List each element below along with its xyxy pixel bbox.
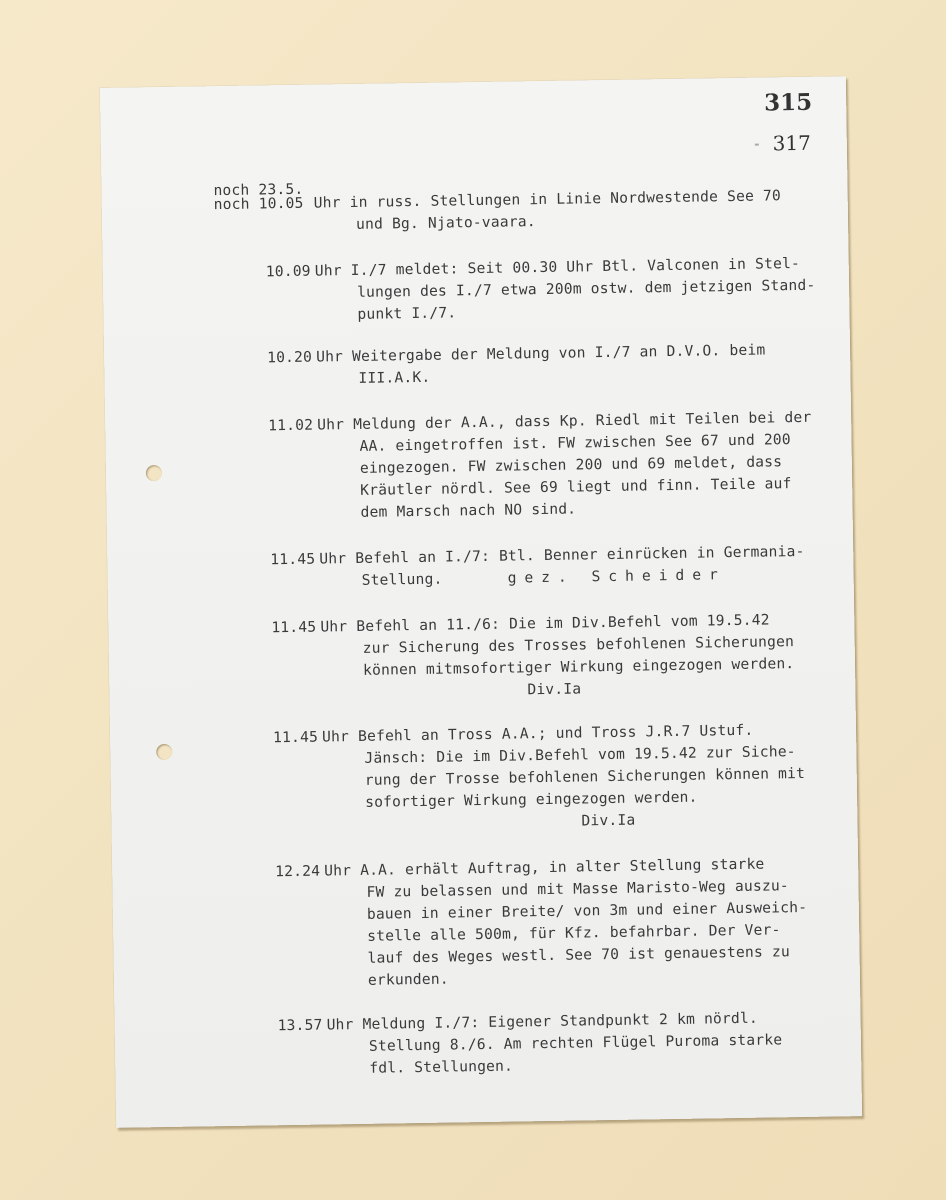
- entry-3-line-0: Uhr Meldung der A.A., dass Kp. Riedl mit Teilen bei der: [317, 408, 812, 434]
- entry-1-line-0: Uhr I./7 meldet: Seit 00.30 Uhr Btl. Valconen in Stel-: [314, 254, 801, 280]
- entry-3-line-2: eingezogen. FW zwischen 200 und 69 meldet, dass: [359, 453, 783, 477]
- header-noch-date: noch 23.5.: [213, 180, 304, 200]
- entry-5-signature: Div.Ia: [527, 680, 582, 699]
- entry-4-time: 11.45: [270, 550, 316, 569]
- entry-8-line-0: Uhr Meldung I./7: Eigener Standpunkt 2 km nördl.: [326, 1009, 759, 1034]
- entry-5-line-1: zur Sicherung des Trosses befohlenen Sicherungen: [362, 633, 795, 657]
- entry-3-line-1: AA. eingetroffen ist. FW zwischen See 67 und 200: [359, 431, 791, 455]
- entry-0-line-1: und Bg. Njato-vaara.: [355, 213, 536, 233]
- entry-4-line-0: Uhr Befehl an I./7: Btl. Benner einrücken in Germania-: [319, 542, 805, 568]
- entry-6-line-3: sofortiger Wirkung eingezogen werden.: [364, 788, 698, 811]
- entry-8-line-2: fdl. Stellungen.: [369, 1057, 514, 1077]
- entry-7-line-3: stelle alle 500m, für Kfz. befahrbar. Der Ver-: [367, 921, 781, 945]
- header-noch-time: noch 10.05: [213, 194, 304, 214]
- entry-0-line-0: Uhr in russ. Stellungen in Linie Nordwestende See 70: [313, 187, 782, 212]
- entry-7-line-5: erkunden.: [367, 970, 449, 989]
- entry-1-line-2: punkt I./7.: [357, 304, 457, 323]
- entry-6-line-0: Uhr Befehl an Tross A.A.; und Tross J.R.7 Ustuf.: [321, 721, 754, 746]
- punch-hole-bottom: [156, 744, 172, 760]
- entry-7-line-2: bauen in einer Breite/ von 3m und einer Ausweich-: [366, 898, 808, 923]
- entry-6-time: 11.45: [272, 728, 319, 747]
- entry-6-line-2: rung der Trosse befohlenen Sicherungen können mit: [364, 764, 806, 789]
- entry-2-line-1: III.A.K.: [358, 368, 431, 387]
- entry-2-line-0: Uhr Weitergabe der Meldung von I./7 an D.V.O. beim: [315, 341, 766, 366]
- document-page: [100, 76, 862, 1128]
- entry-7-line-0: Uhr A.A. erhält Auftrag, in alter Stellung starke: [324, 855, 765, 880]
- entry-3-line-3: Kräutler nördl. See 69 liegt und finn. Teile auf: [360, 475, 792, 499]
- entry-3-time: 11.02: [268, 416, 314, 435]
- entry-6-line-1: Jänsch: Die im Div.Befehl vom 19.5.42 zur Siche-: [364, 743, 796, 767]
- entry-7-time: 12.24: [275, 862, 321, 881]
- entry-5-time: 11.45: [271, 618, 317, 637]
- entry-6-signature: Div.Ia: [581, 811, 636, 830]
- pencil-mark: [755, 144, 759, 146]
- entry-5-line-2: können mitmsofortiger Wirkung eingezogen werden.: [362, 655, 795, 679]
- handwritten-page-number: 317: [772, 130, 812, 156]
- entry-4-signature: gez. Scheider: [507, 566, 726, 587]
- entry-4-line-1: Stellung.: [361, 570, 443, 589]
- entry-7-line-1: FW zu belassen und mit Masse Maristo-Weg auszu-: [366, 877, 789, 901]
- entry-3-line-4: dem Marsch nach NO sind.: [360, 500, 577, 521]
- entry-1-line-1: lungen des I./7 etwa 200m ostw. dem jetzigen Stand-: [356, 276, 816, 301]
- entry-7-line-4: lauf des Weges westl. See 70 ist genauestens zu: [367, 943, 791, 967]
- entry-5-line-0: Uhr Befehl an 11./6: Die im Div.Befehl vom 19.5.42: [320, 611, 770, 636]
- entry-8-line-1: Stellung 8./6. Am rechten Flügel Puroma starke: [368, 1031, 783, 1055]
- entry-8-time: 13.57: [277, 1016, 323, 1035]
- entry-1-time: 10.09: [265, 262, 311, 281]
- entry-2-time: 10.20: [267, 348, 313, 367]
- punch-hole-top: [146, 465, 162, 481]
- stamped-page-number: 315: [763, 88, 813, 117]
